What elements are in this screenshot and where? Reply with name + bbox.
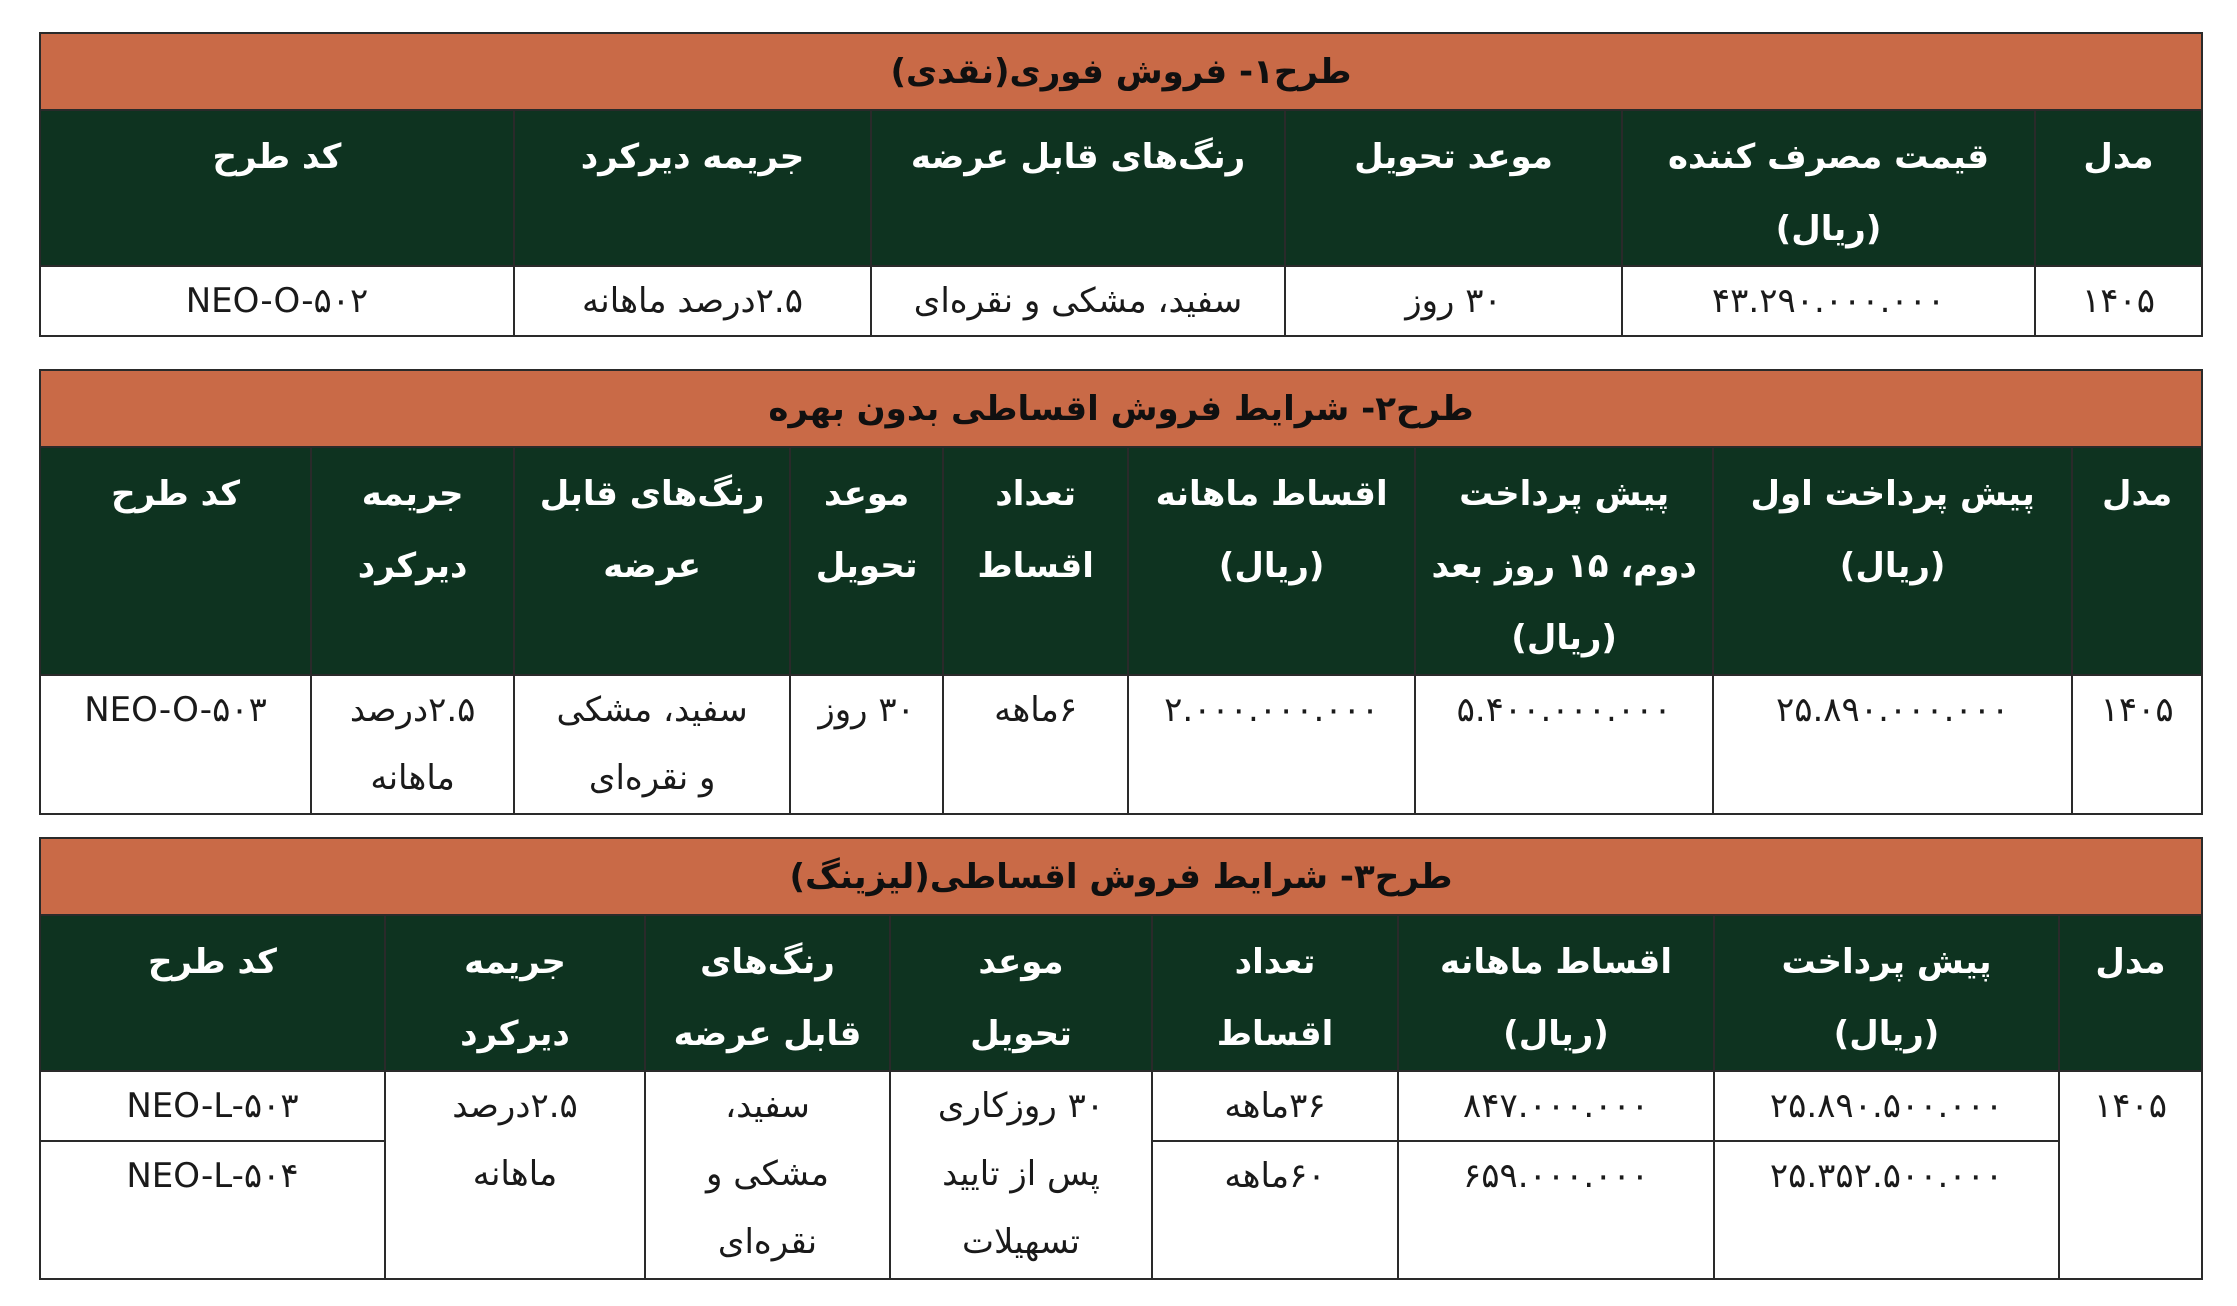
plan1-title: طرح۱- فروش فوری(نقدی) bbox=[40, 33, 2202, 110]
plan3-header-delivery: موعد تحویل bbox=[890, 915, 1152, 1071]
plan1-cell-code: NEO-O-۵۰۲ bbox=[40, 266, 514, 336]
plan1-header-code: کد طرح bbox=[40, 110, 514, 266]
plan3-header-code: کد طرح bbox=[40, 915, 385, 1071]
plan3-cell-code-1: NEO-L-۵۰۳ bbox=[40, 1071, 385, 1141]
plan2-header-code: کد طرح bbox=[40, 447, 311, 675]
plan2-header-first-prepayment: پیش پرداخت اول (ریال) bbox=[1713, 447, 2072, 675]
plan3-header-prepayment: پیش پرداخت (ریال) bbox=[1714, 915, 2059, 1071]
plan1-cell-delivery: ۳۰ روز bbox=[1285, 266, 1622, 336]
plan1-cell-model: ۱۴۰۵ bbox=[2035, 266, 2202, 336]
plan3-cell-count-1: ۳۶ماهه bbox=[1152, 1071, 1398, 1141]
plan3-cell-monthly-1: ۸۴۷.۰۰۰.۰۰۰ bbox=[1398, 1071, 1714, 1141]
plan2-header-second-prepayment: پیش پرداخت دوم، ۱۵ روز بعد (ریال) bbox=[1415, 447, 1713, 675]
plan1-table bbox=[39, 32, 2203, 337]
plan3-cell-model: ۱۴۰۵ bbox=[2059, 1071, 2202, 1279]
plan1-cell-penalty: ۲.۵درصد ماهانه bbox=[514, 266, 871, 336]
plan1-cell-colors: سفید، مشکی و نقره‌ای bbox=[871, 266, 1285, 336]
plan3-title: طرح۳- شرایط فروش اقساطی(لیزینگ) bbox=[40, 838, 2202, 915]
plan1-header-delivery: موعد تحویل bbox=[1285, 110, 1622, 266]
plan3-header-colors: رنگ‌های قابل عرضه bbox=[645, 915, 890, 1071]
plan3-cell-count-2: ۶۰ماهه bbox=[1152, 1141, 1398, 1279]
plan2-cell-delivery: ۳۰ روز bbox=[790, 675, 943, 814]
plan2-cell-monthly-installment: ۲.۰۰۰.۰۰۰.۰۰۰ bbox=[1128, 675, 1415, 814]
plan2-cell-model: ۱۴۰۵ bbox=[2072, 675, 2202, 814]
plan1-cell-consumer-price: ۴۳.۲۹۰.۰۰۰.۰۰۰ bbox=[1622, 266, 2035, 336]
plan2-table bbox=[39, 369, 2203, 815]
plan2-cell-code: NEO-O-۵۰۳ bbox=[40, 675, 311, 814]
plan1-header-model: مدل bbox=[2035, 110, 2202, 266]
plan3-cell-code-2: NEO-L-۵۰۴ bbox=[40, 1141, 385, 1279]
plan1-header-penalty: جریمه دیرکرد bbox=[514, 110, 871, 266]
plan3-header-monthly-installment: اقساط ماهانه (ریال) bbox=[1398, 915, 1714, 1071]
plan3-header-model: مدل bbox=[2059, 915, 2202, 1071]
plan3-cell-monthly-2: ۶۵۹.۰۰۰.۰۰۰ bbox=[1398, 1141, 1714, 1279]
plan3-cell-delivery: ۳۰ روزکاری پس از تایید تسهیلات bbox=[890, 1071, 1152, 1279]
plan3-cell-prepayment-2: ۲۵.۳۵۲.۵۰۰.۰۰۰ bbox=[1714, 1141, 2059, 1279]
plan2-cell-colors: سفید، مشکی و نقره‌ای bbox=[514, 675, 790, 814]
plan2-header-model: مدل bbox=[2072, 447, 2202, 675]
plan2-header-delivery: موعد تحویل bbox=[790, 447, 943, 675]
plan2-header-monthly-installment: اقساط ماهانه (ریال) bbox=[1128, 447, 1415, 675]
plan2-header-colors: رنگ‌های قابل عرضه bbox=[514, 447, 790, 675]
plan1-header-colors: رنگ‌های قابل عرضه bbox=[871, 110, 1285, 266]
plan2-cell-second-prepayment: ۵.۴۰۰.۰۰۰.۰۰۰ bbox=[1415, 675, 1713, 814]
plan3-header-installment-count: تعداد اقساط bbox=[1152, 915, 1398, 1071]
plan3-cell-prepayment-1: ۲۵.۸۹۰.۵۰۰.۰۰۰ bbox=[1714, 1071, 2059, 1141]
plan2-cell-installment-count: ۶ماهه bbox=[943, 675, 1128, 814]
plan2-title: طرح۲- شرایط فروش اقساطی بدون بهره bbox=[40, 370, 2202, 447]
plan2-header-installment-count: تعداد اقساط bbox=[943, 447, 1128, 675]
plan2-header-penalty: جریمه دیرکرد bbox=[311, 447, 514, 675]
plan1-header-consumer-price: قیمت مصرف کننده (ریال) bbox=[1622, 110, 2035, 266]
plan3-cell-penalty: ۲.۵درصد ماهانه bbox=[385, 1071, 645, 1279]
plan3-cell-colors: سفید، مشکی و نقره‌ای bbox=[645, 1071, 890, 1279]
plan3-table bbox=[39, 837, 2203, 1280]
plan2-cell-first-prepayment: ۲۵.۸۹۰.۰۰۰.۰۰۰ bbox=[1713, 675, 2072, 814]
plan3-header-penalty: جریمه دیرکرد bbox=[385, 915, 645, 1071]
plan2-cell-penalty: ۲.۵درصد ماهانه bbox=[311, 675, 514, 814]
